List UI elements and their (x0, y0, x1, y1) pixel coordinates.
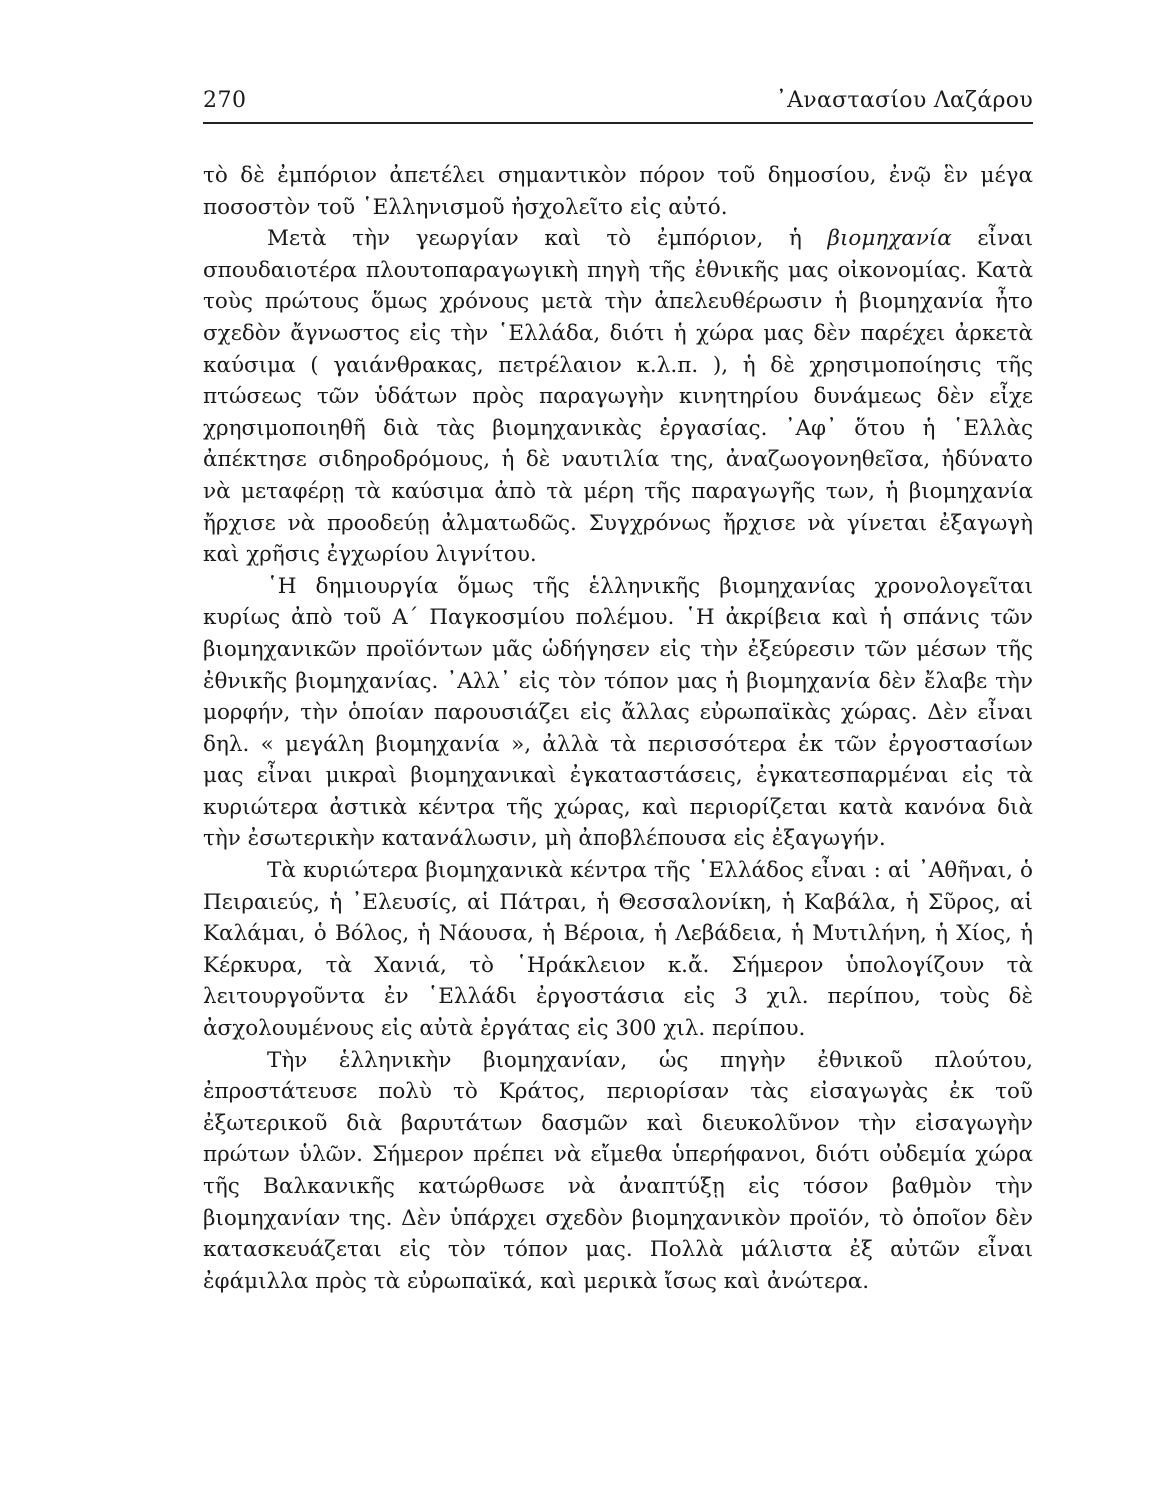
paragraph-2 (203, 223, 1033, 571)
paragraph-4: Τὰ κυριώτερα βιομηχανικὰ κέντρα τῆς ῾Ελλάδος εἶναι : αἱ ᾿Αθῆναι, ὁ Πειραιεύς, ἡ ᾿Ελευσίς, αἱ Πάτραι, ἡ Θεσσαλονίκη, ἡ Καβάλα, ἡ Σῦρος, αἱ Καλάμαι, ὁ Βόλος, ἡ Νάουσα, ἡ Βέροια, ἡ Λεβάδεια, ἡ Μυτιλήνη, ἡ Χίος, ἡ Κέρκυρα, τὰ Χανιά, τὸ ῾Ηράκλειον κ.ἄ. Σήμερον ὑπολογίζουν τὰ λειτουργοῦντα ἐν ῾Ελλάδι ἐργοστάσια εἰς 3 χιλ. περίπου, τοὺς δὲ ἀσχολουμένους εἰς αὐτὰ ἐργάτας εἰς 300 χιλ. περίπου. (203, 858, 1033, 1042)
page-number: 270 (203, 88, 247, 113)
paragraph-2-start: Μετὰ τὴν γεωργίαν καὶ τὸ ἐμπόριον, ἡ (267, 226, 828, 252)
paragraph-5: Τὴν ἑλληνικὴν βιομηχανίαν, ὡς πηγὴν ἐθνικοῦ πλούτου, ἐπροστάτευσε πολὺ τὸ Κράτος, περιορίσαν τὰς εἰσαγωγὰς ἐκ τοῦ ἐξωτερικοῦ διὰ βαρυτάτων δασμῶν καὶ διευκολῦνον τὴν εἰσαγωγὴν πρώτων ὑλῶν. Σήμερον πρέπει νὰ εἴμεθα ὑπερήφανοι, διότι οὐδεμία χώρα τῆς Βαλκανικῆς κατώρθωσε νὰ ἀναπτύξῃ εἰς τόσον βαθμὸν τὴν βιομηχανίαν της. Δὲν ὑπάρχει σχεδὸν βιομηχανικὸν προϊόν, τὸ ὁποῖον δὲν κατασκευάζεται εἰς τὸν τόπον μας. Πολλὰ μάλιστα ἐξ αὐτῶν εἶναι ἐφάμιλλα πρὸς τὰ εὐρωπαϊκά, καὶ μερικὰ ἴσως καὶ ἀνώτερα. (203, 1047, 1033, 1294)
paragraph-1: τὸ δὲ ἐμπόριον ἀπετέλει σημαντικὸν πόρον τοῦ δημοσίου, ἐνῷ ἓν μέγα ποσοστὸν τοῦ ῾Ελληνισμοῦ ἠσχολεῖτο εἰς αὐτό. (203, 163, 1033, 220)
running-head: ᾿Αναστασίου Λαζάρου (775, 88, 1033, 113)
paragraph-2-rest: εἶναι σπουδαιοτέρα πλουτοπαραγωγικὴ πηγὴ τῆς ἐθνικῆς μας οἰκονομίας. Κατὰ τοὺς πρώτους ὅμως χρόνους μετὰ τὴν ἀπελευθέρωσιν ἡ βιομηχανία ἦτο σχεδὸν ἄγνωστος εἰς τὴν ῾Ελλάδα, διότι ἡ χώρα μας δὲν παρέχει ἀρκετὰ καύσιμα ( γαιάνθρακας, πετρέλαιον κ.λ.π. ), ἡ δὲ χρησιμοποίησις τῆς πτώσεως τῶν ὑδάτων πρὸς παραγωγὴν κινητηρίου δυνάμεως δὲν εἶχε χρησιμοποιηθῆ διὰ τὰς βιομηχανικὰς ἐργασίας. ᾿Αφ᾿ ὅτου ἡ ῾Ελλὰς ἀπέκτησε σιδηροδρόμους, ἡ δὲ ναυτιλία της, ἀναζωογονηθεῖσα, ἠδύνατο νὰ μεταφέρῃ τὰ καύσιμα ἀπὸ τὰ μέρη τῆς παραγωγῆς των, ἡ βιομηχανία ἤρχισε νὰ προοδεύῃ ἀλματωδῶς. Συγχρόνως ἤρχισε νὰ γίνεται ἐξαγωγὴ καὶ χρῆσις ἐγχωρίου λιγνίτου. (203, 226, 1034, 568)
body-text (203, 160, 1033, 1297)
header-rule (203, 122, 1033, 124)
page-header (203, 88, 1033, 120)
paragraph-3: ῾Η δημιουργία ὅμως τῆς ἑλληνικῆς βιομηχανίας χρονολογεῖται κυρίως ἀπὸ τοῦ Α΄ Παγκοσμίου πολέμου. ῾Η ἀκρίβεια καὶ ἡ σπάνις τῶν βιομηχανικῶν προϊόντων μᾶς ὡδήγησεν εἰς τὴν ἐξεύρεσιν τῶν μέσων τῆς ἐθνικῆς βιομηχανίας. ᾿Αλλ᾿ εἰς τὸν τόπον μας ἡ βιομηχανία δὲν ἔλαβε τὴν μορφήν, τὴν ὁποίαν παρουσιάζει εἰς ἄλλας εὐρωπαϊκὰς χώρας. Δὲν εἶναι δηλ. « μεγάλη βιομηχανία », ἀλλὰ τὰ περισσότερα ἐκ τῶν ἐργοστασίων μας εἶναι μικραὶ βιομηχανικαὶ ἐγκαταστάσεις, ἐγκατεσπαρμέναι εἰς τὰ κυριώτερα ἀστικὰ κέντρα τῆς χώρας, καὶ περιορίζεται κατὰ κανόνα διὰ τὴν ἐσωτερικὴν κατανάλωσιν, μὴ ἀποβλέπουσα εἰς ἐξαγωγήν. (203, 573, 1033, 852)
emphasized-term: βιομηχανία (827, 226, 952, 252)
